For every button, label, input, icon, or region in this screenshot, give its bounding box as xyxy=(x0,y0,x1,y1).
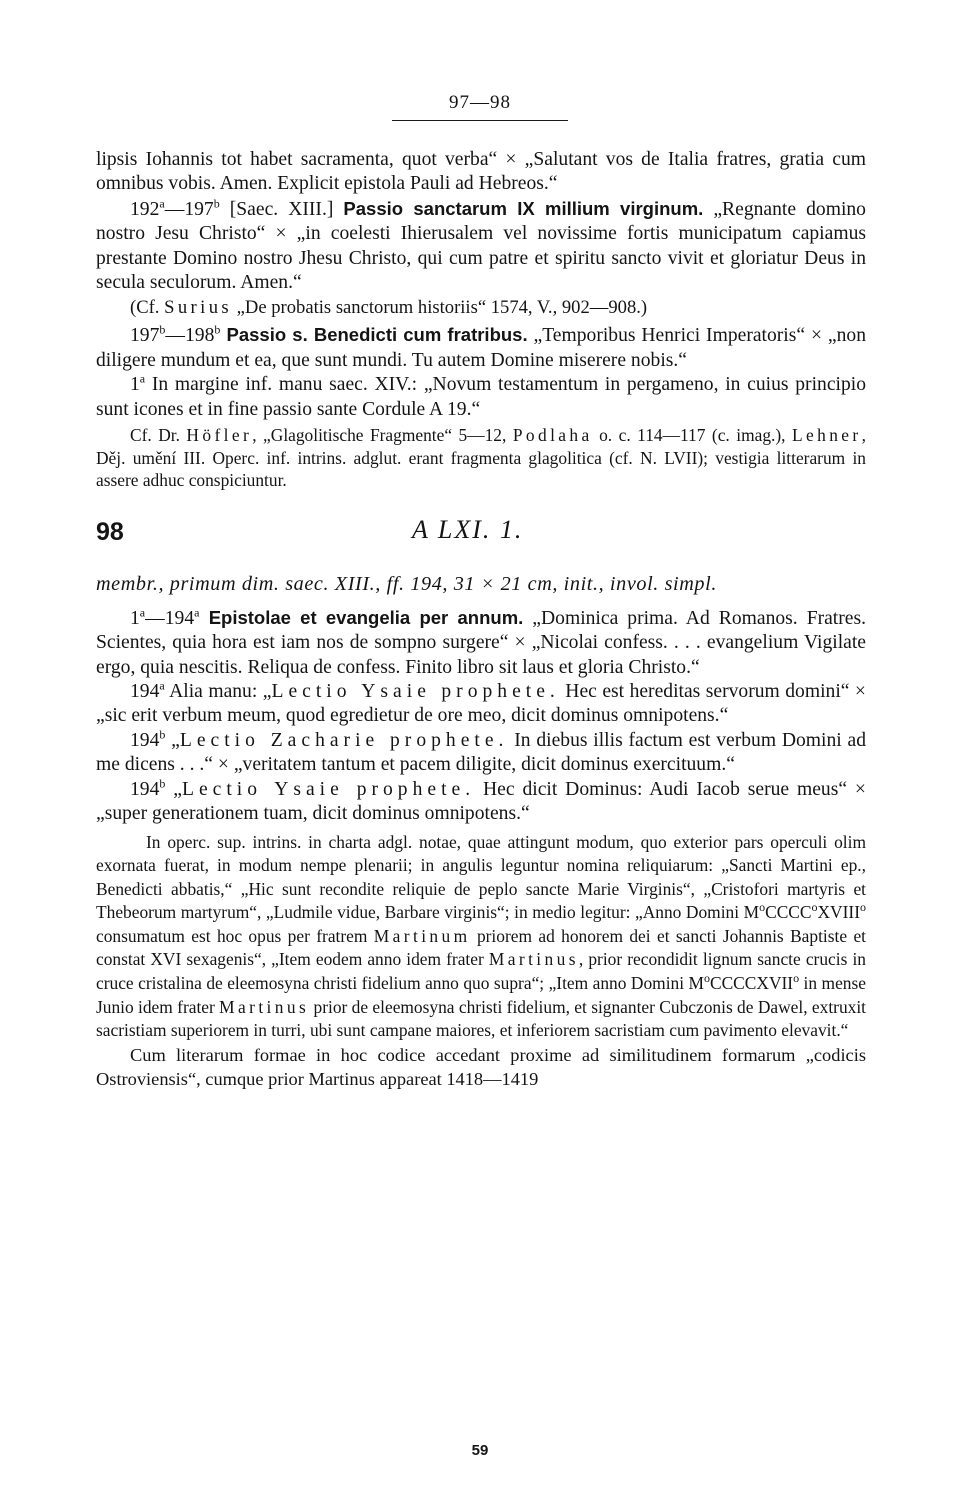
entry-heading xyxy=(96,510,866,570)
paragraph-margin-note: 1$^a$ In margine inf. manu saec. XIV.: „Novum testamentum in pergameno, in cuius principio sunt icones et in fine passio sante Cordule A 19.“ xyxy=(96,371,866,420)
paragraph-epistolae xyxy=(96,606,866,680)
paragraph-passio-benedicti xyxy=(96,323,866,373)
person-name: Martinus xyxy=(219,996,310,1017)
author-name: Lehner xyxy=(791,425,862,446)
paragraph-lectio-ysaie-2: 194$^b$ „Lectio Ysaie prophete. Hec dicit Dominus: Audi Iacob serue meus“ × „super generationem tuam, dicit dominus omnipotens.“ xyxy=(96,776,866,825)
century-note: [Saec. XIII.] xyxy=(219,198,344,220)
folio-ref: 194$^a$ xyxy=(130,678,165,703)
item-title: Epistolae et evangelia per annum. xyxy=(199,606,524,628)
entry-description: membr., primum dim. saec. XIII., ff. 194, 31 × 21 cm, init., invol. simpl. xyxy=(96,572,717,595)
folio-ref: 1$^a$—194$^a$ xyxy=(130,605,200,629)
lectio-title: Lectio Ysaie prophete. xyxy=(271,681,560,703)
paragraph-cf-surius: (Cf. Surius „De probatis sanctorum historiis“ 1574, V., 902—908.) xyxy=(130,297,648,319)
person-name: Martinus xyxy=(488,949,579,970)
author-name: Podlaha xyxy=(512,425,593,446)
header-rule xyxy=(392,120,568,121)
folio-ref: 194$^b$ xyxy=(130,727,166,751)
folio-ref: 1$^a$ xyxy=(130,371,146,396)
paragraph-bibliography: Cf. Dr. Höfler, „Glagolitische Fragmente“ 5—12, Podlaha o. c. 114—117 (c. imag.), Lehner, Děj. umění III. Operc. inf. intrins. adglut. erant fragmenta glagolitica (cf. N. LVII); vestigia litterarum in assere adhuc conspiciuntur. xyxy=(96,425,866,491)
page-number: 59 xyxy=(471,1442,489,1459)
item-title: Passio s. Benedicti cum fratribus. xyxy=(220,324,528,346)
person-name: Martinum xyxy=(373,925,471,946)
paragraph-lectio-zacharie: 194$^b$ „Lectio Zacharie prophete. In diebus illis factum est verbum Domini ad me dicens . . .“ × „veritatem tantum et pacem diligite, dicit dominus exercituum.“ xyxy=(96,727,866,776)
paragraph-operculum-notes: In operc. sup. intrins. in charta adgl. notae, quae attingunt modum, quo exterior pars operculi olim exornata fuerat, in modum nempe plenarii; in angulis leguntur nomina reliquiarum: „Sancti Martini ep., Benedicti abbatis,“ „Hic sunt recondite reliquie de peplo sancte Marie Virginis“, „Cristofori martyris et Thebeorum martyrum“, „Ludmile vidue, Barbare virginis“; in medio legitur: „Anno Domini $M^oCCCC^oXVIII^o$ consumatum est hoc opus per fratrem Martinum priorem ad honorem dei et sancti Johannis Baptiste et constat XVI sexagenis“, „Item eodem anno idem frater Martinus, prior recondidit lignum sancte crucis in cruce cristalina de eleemosyna christi fidelium anno quo supra“; „Item anno Domini $M^oCCCCXVII^o$ in mense Junio idem frater Martinus prior de eleemosyna christi fidelium, et signanter Cubczonis de Dawel, extruxit sacristiam superiorem in turri, ubi sunt campane maiores, et inferiorem sacristiam cum pavimento elevavit.“ xyxy=(96,831,867,1041)
paragraph-lectio-ysaie-1: 194$^a$ Alia manu: „Lectio Ysaie prophete. Hec est hereditas servorum domini“ × „sic erit verbum meum, quod egredietur de ore meo, dicit dominus omnipotens.“ xyxy=(96,678,866,727)
page-body xyxy=(96,148,866,1091)
author-name: Höfler xyxy=(186,425,253,446)
author-name: Surius xyxy=(164,297,233,319)
item-title: Passio sanctarum IX millium virginum. xyxy=(343,197,704,219)
paragraph-continuation: lipsis Iohannis tot habet sacramenta, quot verba“ × „Salutant vos de Italia fratres, gratia cum omnibus vobis. Amen. Explicit epistola Pauli ad Hebreos.“ xyxy=(96,149,866,195)
running-head: 97—98 xyxy=(449,92,511,113)
entry-number: 98 xyxy=(96,517,124,546)
item-text: „Temporibus Henrici Imperatoris“ × „non diligere mundum et ea, que sunt mundi. Tu autem Domine miserere nobis.“ xyxy=(96,325,866,371)
paragraph-passio-virginum xyxy=(96,197,866,296)
lectio-title: Lectio Ysaie prophete. xyxy=(181,778,476,800)
folio-ref: 197$^b$—198$^b$ xyxy=(130,322,221,347)
entry-signature: A LXI. 1. xyxy=(412,514,524,544)
item-text: „Regnante domino nostro Jesu Christo“ × „in coelesti Ihierusalem vel novissime fortis municipatum capiamus prestante Domino nostro Jhesu Christo, qui cum patre et spiritu sancto vivit et gloriatur Deus in secula seculorum. Amen.“ xyxy=(96,198,866,294)
folio-ref: 194$^b$ xyxy=(130,776,166,800)
folio-ref: 192$^a$—197$^b$ xyxy=(130,196,220,220)
paragraph-literarum-formae: Cum literarum formae in hoc codice accedant proxime ad similitudinem formarum „codicis Ostroviensis“, cumque prior Martinus appareat 1418—1419 xyxy=(96,1044,866,1089)
item-text: „Dominica prima. Ad Romanos. Fratres. Scientes, quia hora est iam nos de sompno surgere“ × „Nicolai confess. . . . evangelium Vigilate ergo, quia nescitis. Reliqua de confess. Finito libro sit laus et gloria Christo.“ xyxy=(96,607,867,678)
lectio-title: Lectio Zacharie prophete. xyxy=(179,729,509,751)
